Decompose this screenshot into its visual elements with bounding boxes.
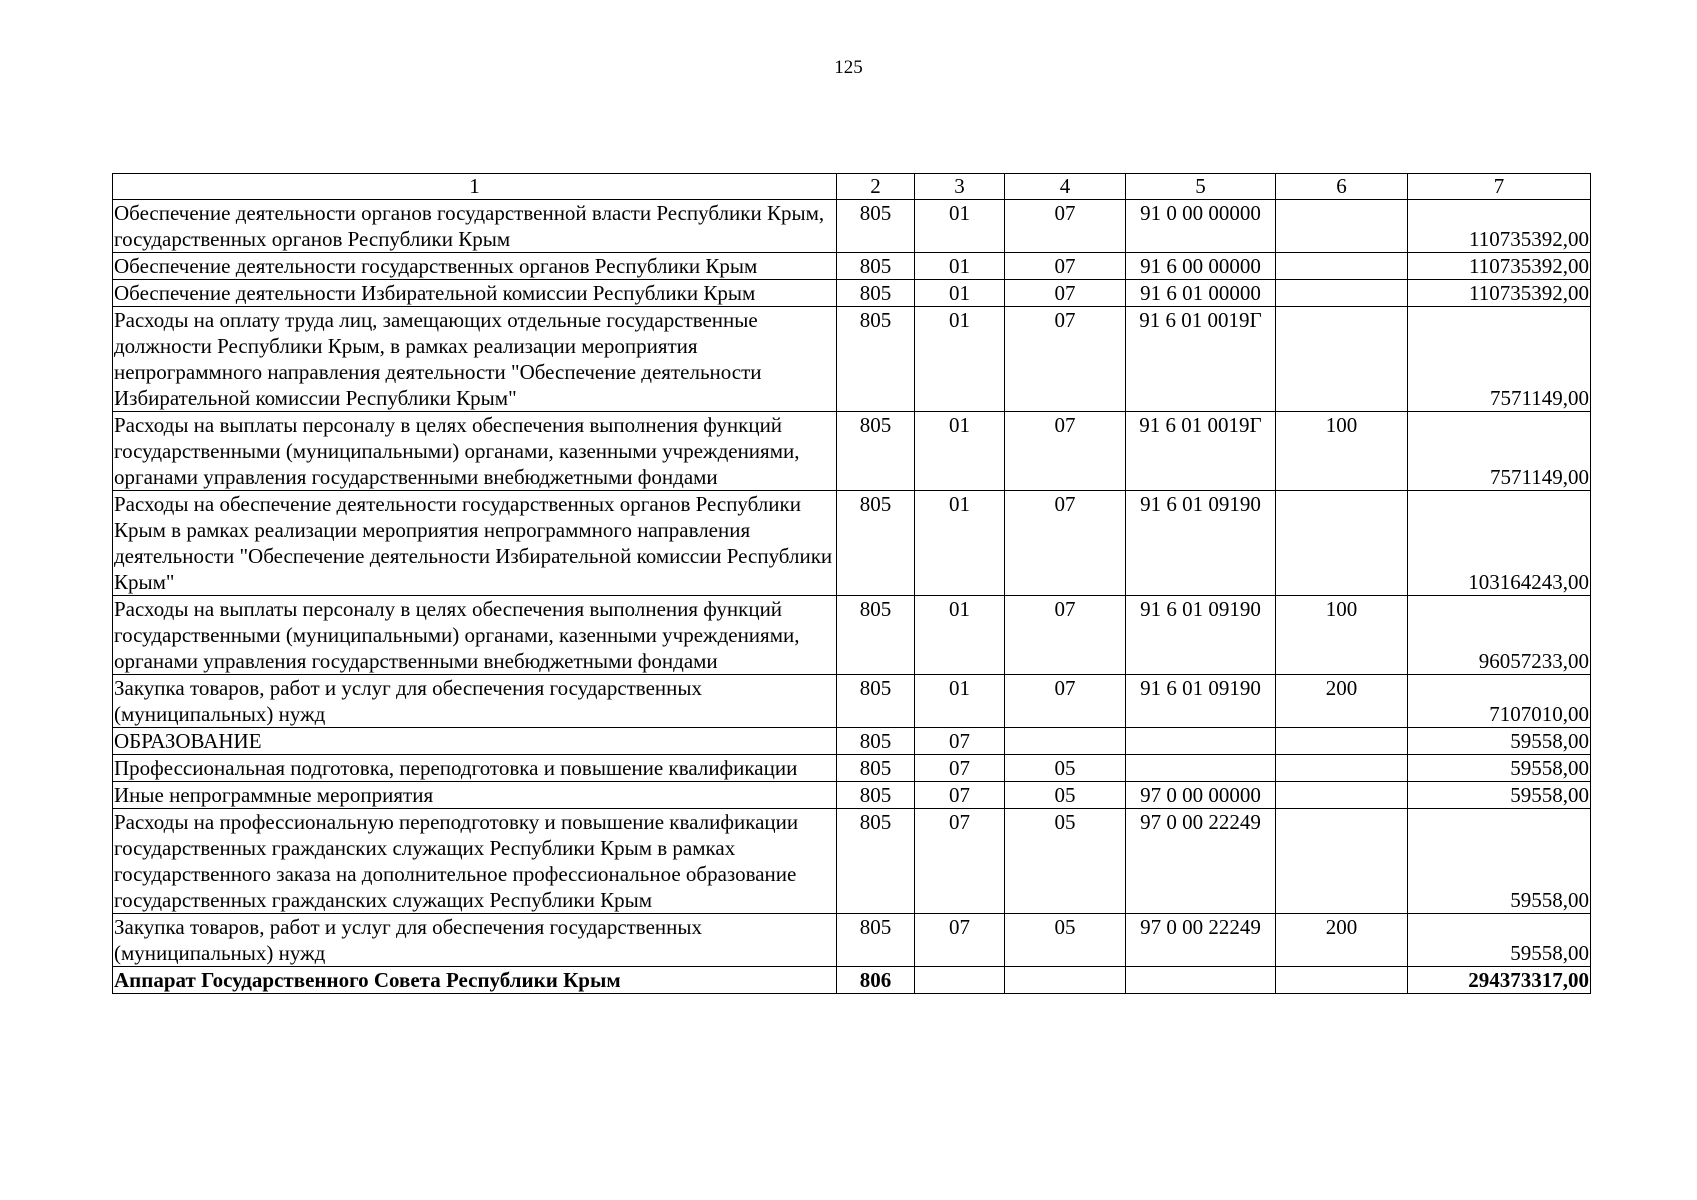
subsection-code-cell bbox=[1005, 967, 1126, 994]
expense-type-cell: 100 bbox=[1276, 596, 1408, 675]
row-name-cell: Закупка товаров, работ и услуг для обеспечения государственных (муниципальных) нужд bbox=[113, 914, 837, 967]
row-name-cell: Закупка товаров, работ и услуг для обеспечения государственных (муниципальных) нужд bbox=[113, 675, 837, 728]
expense-type-cell bbox=[1276, 253, 1408, 280]
row-name-cell: Расходы на выплаты персоналу в целях обеспечения выполнения функций государственными (муниципальными) органами, казенными учреждениями, органами управления государственными внебюджетными фондами bbox=[113, 412, 837, 491]
subsection-code-cell: 07 bbox=[1005, 307, 1126, 412]
amount-cell: 59558,00 bbox=[1408, 914, 1591, 967]
expense-type-cell bbox=[1276, 307, 1408, 412]
table-row bbox=[113, 728, 1591, 755]
ministry-code-cell: 805 bbox=[837, 728, 915, 755]
column-header: 2 bbox=[837, 174, 915, 200]
expense-type-cell: 100 bbox=[1276, 412, 1408, 491]
row-name-cell: Обеспечение деятельности Избирательной комиссии Республики Крым bbox=[113, 280, 837, 307]
section-code-cell: 01 bbox=[915, 675, 1005, 728]
target-article-cell: 97 0 00 00000 bbox=[1126, 782, 1276, 809]
amount-cell: 59558,00 bbox=[1408, 728, 1591, 755]
budget-table bbox=[112, 173, 1591, 994]
section-code-cell: 01 bbox=[915, 253, 1005, 280]
ministry-code-cell: 805 bbox=[837, 675, 915, 728]
target-article-cell bbox=[1126, 755, 1276, 782]
section-code-cell: 07 bbox=[915, 914, 1005, 967]
amount-cell: 294373317,00 bbox=[1408, 967, 1591, 994]
target-article-cell: 91 6 01 00000 bbox=[1126, 280, 1276, 307]
section-code-cell: 01 bbox=[915, 200, 1005, 253]
row-name-cell: Обеспечение деятельности органов государственной власти Республики Крым, государственных органов Республики Крым bbox=[113, 200, 837, 253]
row-name-cell: Расходы на обеспечение деятельности государственных органов Республики Крым в рамках реализации мероприятия непрограммного направления деятельности "Обеспечение деятельности Избирательной комиссии Республики Крым" bbox=[113, 491, 837, 596]
section-code-cell: 01 bbox=[915, 307, 1005, 412]
ministry-code-cell: 805 bbox=[837, 280, 915, 307]
section-code-cell: 01 bbox=[915, 280, 1005, 307]
target-article-cell: 97 0 00 22249 bbox=[1126, 809, 1276, 914]
target-article-cell: 91 0 00 00000 bbox=[1126, 200, 1276, 253]
amount-cell: 59558,00 bbox=[1408, 782, 1591, 809]
target-article-cell: 97 0 00 22249 bbox=[1126, 914, 1276, 967]
ministry-code-cell: 805 bbox=[837, 253, 915, 280]
ministry-code-cell: 805 bbox=[837, 809, 915, 914]
amount-cell: 110735392,00 bbox=[1408, 280, 1591, 307]
target-article-cell: 91 6 01 09190 bbox=[1126, 491, 1276, 596]
target-article-cell: 91 6 01 0019Г bbox=[1126, 307, 1276, 412]
ministry-code-cell: 806 bbox=[837, 967, 915, 994]
column-header: 7 bbox=[1408, 174, 1591, 200]
subsection-code-cell: 05 bbox=[1005, 755, 1126, 782]
section-code-cell: 07 bbox=[915, 755, 1005, 782]
row-name-cell: Расходы на выплаты персоналу в целях обеспечения выполнения функций государственными (муниципальными) органами, казенными учреждениями, органами управления государственными внебюджетными фондами bbox=[113, 596, 837, 675]
expense-type-cell bbox=[1276, 200, 1408, 253]
target-article-cell: 91 6 01 09190 bbox=[1126, 675, 1276, 728]
amount-cell: 59558,00 bbox=[1408, 809, 1591, 914]
section-code-cell: 01 bbox=[915, 412, 1005, 491]
table-row bbox=[113, 967, 1591, 994]
target-article-cell: 91 6 01 09190 bbox=[1126, 596, 1276, 675]
section-code-cell: 01 bbox=[915, 596, 1005, 675]
ministry-code-cell: 805 bbox=[837, 782, 915, 809]
subsection-code-cell: 07 bbox=[1005, 596, 1126, 675]
table-row bbox=[113, 307, 1591, 412]
amount-cell: 110735392,00 bbox=[1408, 253, 1591, 280]
table-row bbox=[113, 280, 1591, 307]
subsection-code-cell: 07 bbox=[1005, 280, 1126, 307]
section-code-cell bbox=[915, 967, 1005, 994]
subsection-code-cell: 07 bbox=[1005, 412, 1126, 491]
subsection-code-cell bbox=[1005, 728, 1126, 755]
section-code-cell: 01 bbox=[915, 491, 1005, 596]
row-name-cell: Иные непрограммные мероприятия bbox=[113, 782, 837, 809]
table-row bbox=[113, 253, 1591, 280]
section-code-cell: 07 bbox=[915, 728, 1005, 755]
subsection-code-cell: 07 bbox=[1005, 675, 1126, 728]
amount-cell: 7571149,00 bbox=[1408, 412, 1591, 491]
subsection-code-cell: 07 bbox=[1005, 200, 1126, 253]
expense-type-cell bbox=[1276, 280, 1408, 307]
expense-type-cell bbox=[1276, 755, 1408, 782]
expense-type-cell: 200 bbox=[1276, 675, 1408, 728]
expense-type-cell bbox=[1276, 491, 1408, 596]
section-code-cell: 07 bbox=[915, 809, 1005, 914]
amount-cell: 96057233,00 bbox=[1408, 596, 1591, 675]
subsection-code-cell: 07 bbox=[1005, 253, 1126, 280]
ministry-code-cell: 805 bbox=[837, 307, 915, 412]
target-article-cell: 91 6 01 0019Г bbox=[1126, 412, 1276, 491]
amount-cell: 7107010,00 bbox=[1408, 675, 1591, 728]
table-row bbox=[113, 782, 1591, 809]
table-row bbox=[113, 809, 1591, 914]
ministry-code-cell: 805 bbox=[837, 755, 915, 782]
row-name-cell: Расходы на профессиональную переподготовку и повышение квалификации государственных гражданских служащих Республики Крым в рамках государственного заказа на дополнительное профессиональное образование государственных гражданских служащих Республики Крым bbox=[113, 809, 837, 914]
section-code-cell: 07 bbox=[915, 782, 1005, 809]
ministry-code-cell: 805 bbox=[837, 596, 915, 675]
table-row bbox=[113, 755, 1591, 782]
table-row bbox=[113, 675, 1591, 728]
table-row bbox=[113, 914, 1591, 967]
column-header: 6 bbox=[1276, 174, 1408, 200]
expense-type-cell bbox=[1276, 782, 1408, 809]
subsection-code-cell: 07 bbox=[1005, 491, 1126, 596]
row-name-cell: ОБРАЗОВАНИЕ bbox=[113, 728, 837, 755]
header-row bbox=[113, 174, 1591, 200]
ministry-code-cell: 805 bbox=[837, 200, 915, 253]
table-row bbox=[113, 491, 1591, 596]
amount-cell: 110735392,00 bbox=[1408, 200, 1591, 253]
ministry-code-cell: 805 bbox=[837, 412, 915, 491]
target-article-cell: 91 6 00 00000 bbox=[1126, 253, 1276, 280]
table-row bbox=[113, 200, 1591, 253]
column-header: 5 bbox=[1126, 174, 1276, 200]
row-name-cell: Расходы на оплату труда лиц, замещающих отдельные государственные должности Республики Крым, в рамках реализации мероприятия непрограммного направления деятельности "Обеспечение деятельности Избирательной комиссии Республики Крым" bbox=[113, 307, 837, 412]
expense-type-cell: 200 bbox=[1276, 914, 1408, 967]
expense-type-cell bbox=[1276, 809, 1408, 914]
expense-type-cell bbox=[1276, 728, 1408, 755]
amount-cell: 103164243,00 bbox=[1408, 491, 1591, 596]
column-header: 3 bbox=[915, 174, 1005, 200]
amount-cell: 59558,00 bbox=[1408, 755, 1591, 782]
target-article-cell bbox=[1126, 728, 1276, 755]
subsection-code-cell: 05 bbox=[1005, 782, 1126, 809]
target-article-cell bbox=[1126, 967, 1276, 994]
ministry-code-cell: 805 bbox=[837, 491, 915, 596]
row-name-cell: Обеспечение деятельности государственных органов Республики Крым bbox=[113, 253, 837, 280]
page-number: 125 bbox=[834, 57, 863, 78]
ministry-code-cell: 805 bbox=[837, 914, 915, 967]
expense-type-cell bbox=[1276, 967, 1408, 994]
subsection-code-cell: 05 bbox=[1005, 914, 1126, 967]
row-name-cell: Профессиональная подготовка, переподготовка и повышение квалификации bbox=[113, 755, 837, 782]
table-row bbox=[113, 412, 1591, 491]
column-header: 1 bbox=[113, 174, 837, 200]
table-row bbox=[113, 596, 1591, 675]
column-header: 4 bbox=[1005, 174, 1126, 200]
row-name-cell: Аппарат Государственного Совета Республики Крым bbox=[113, 967, 837, 994]
amount-cell: 7571149,00 bbox=[1408, 307, 1591, 412]
subsection-code-cell: 05 bbox=[1005, 809, 1126, 914]
